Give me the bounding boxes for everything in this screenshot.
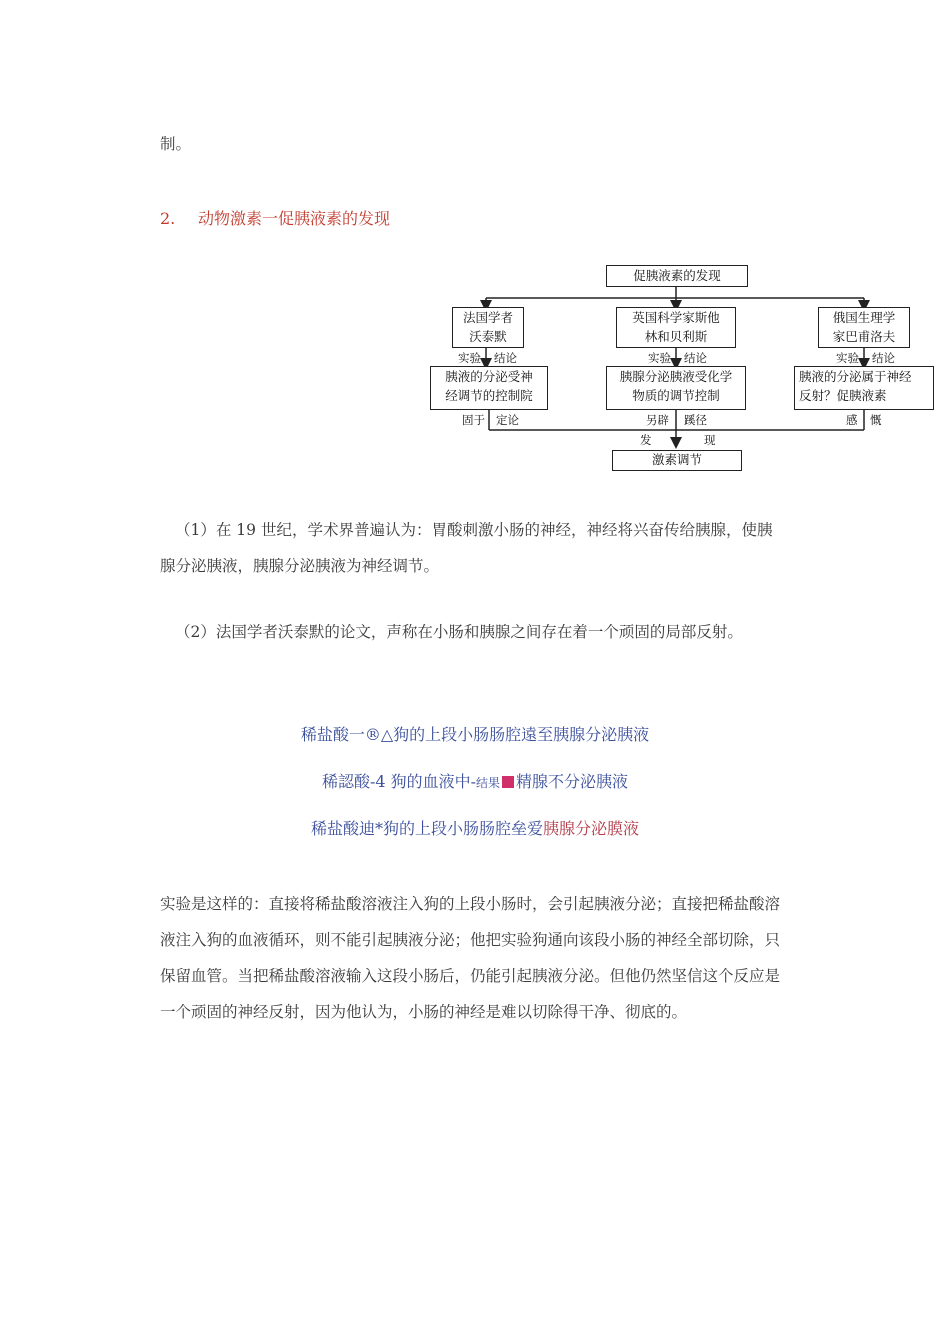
- text-fragment: 制。: [160, 135, 192, 153]
- experiment-line-2: 稀認酸-4 狗的血液中-结果 精腺不分泌胰液: [321, 772, 629, 791]
- experiment-line-1: 稀盐酸一®△狗的上段小肠肠腔遠至胰腺分泌胰液: [300, 725, 650, 744]
- experiment-line-3: 稀盐酸迪*狗的上段小肠肠腔垒爱胰腺分泌膜液: [310, 819, 640, 838]
- label-conclusion-2: 结论: [684, 351, 707, 365]
- conclusion-box-england: 胰腺分泌胰液受化学 物质的调节控制: [606, 366, 746, 410]
- conclusion-box-russia: 胰液的分泌属于神经 反射？促胰液素: [794, 366, 934, 410]
- label-bottom-r2: 慨: [870, 413, 882, 427]
- label-bottom-l1: 固于: [462, 413, 485, 427]
- paragraph-1: （1）在 19 世纪，学术界普遍认为：胃酸刺激小肠的神经，神经将兴奋传给胰腺，使胰腺分泌胰液，胰腺分泌胰液为神经调节。: [160, 521, 773, 575]
- label-bottom-f2: 现: [704, 433, 716, 447]
- scientist-box-russia: 俄国生理学 家巴甫洛夫: [818, 307, 910, 348]
- conclusion-box-france: 胰液的分泌受神 经调节的控制院: [430, 366, 548, 410]
- marker-square: [502, 776, 514, 788]
- label-bottom-m1: 另辟: [646, 413, 669, 427]
- label-experiment-1: 实验: [458, 351, 481, 365]
- label-bottom-m2: 蹊径: [684, 413, 707, 427]
- scientist-box-england: 英国科学家斯他 林和贝利斯: [616, 307, 736, 348]
- diagram-title-box: 促胰液素的发现: [606, 265, 748, 287]
- paragraph-2: （2）法国学者沃泰默的论文，声称在小肠和胰腺之间存在着一个顽固的局部反射。: [175, 623, 743, 641]
- label-experiment-3: 实验: [836, 351, 859, 365]
- section-title: 动物激素一促胰液素的发现: [198, 209, 391, 228]
- label-experiment-2: 实验: [648, 351, 671, 365]
- paragraph-3: 实验是这样的：直接将稀盐酸溶液注入狗的上段小肠时，会引起胰液分泌；直接把稀盐酸溶液注入狗的血液循环，则不能引起胰液分泌；他把实验狗通向该段小肠的神经全部切除，只保留血管。当把稀盐酸溶液输入这段小肠后，仍能引起胰液分泌。但他仍然坚信这个反应是一个顽固的神经反射，因为他认为，小肠的神经是难以切除得干净、彻底的。: [160, 895, 781, 1021]
- discovery-diagram: [0, 0, 950, 480]
- section-number: 2.: [160, 209, 176, 228]
- result-label: 结果: [476, 776, 501, 790]
- label-bottom-f1: 发: [640, 433, 652, 447]
- label-bottom-l2: 定论: [496, 413, 519, 427]
- result-box: 激素调节: [612, 450, 742, 471]
- label-conclusion-3: 结论: [872, 351, 895, 365]
- label-conclusion-1: 结论: [494, 351, 517, 365]
- scientist-box-france: 法国学者 沃泰默: [452, 307, 524, 348]
- label-bottom-r1: 感: [846, 413, 858, 427]
